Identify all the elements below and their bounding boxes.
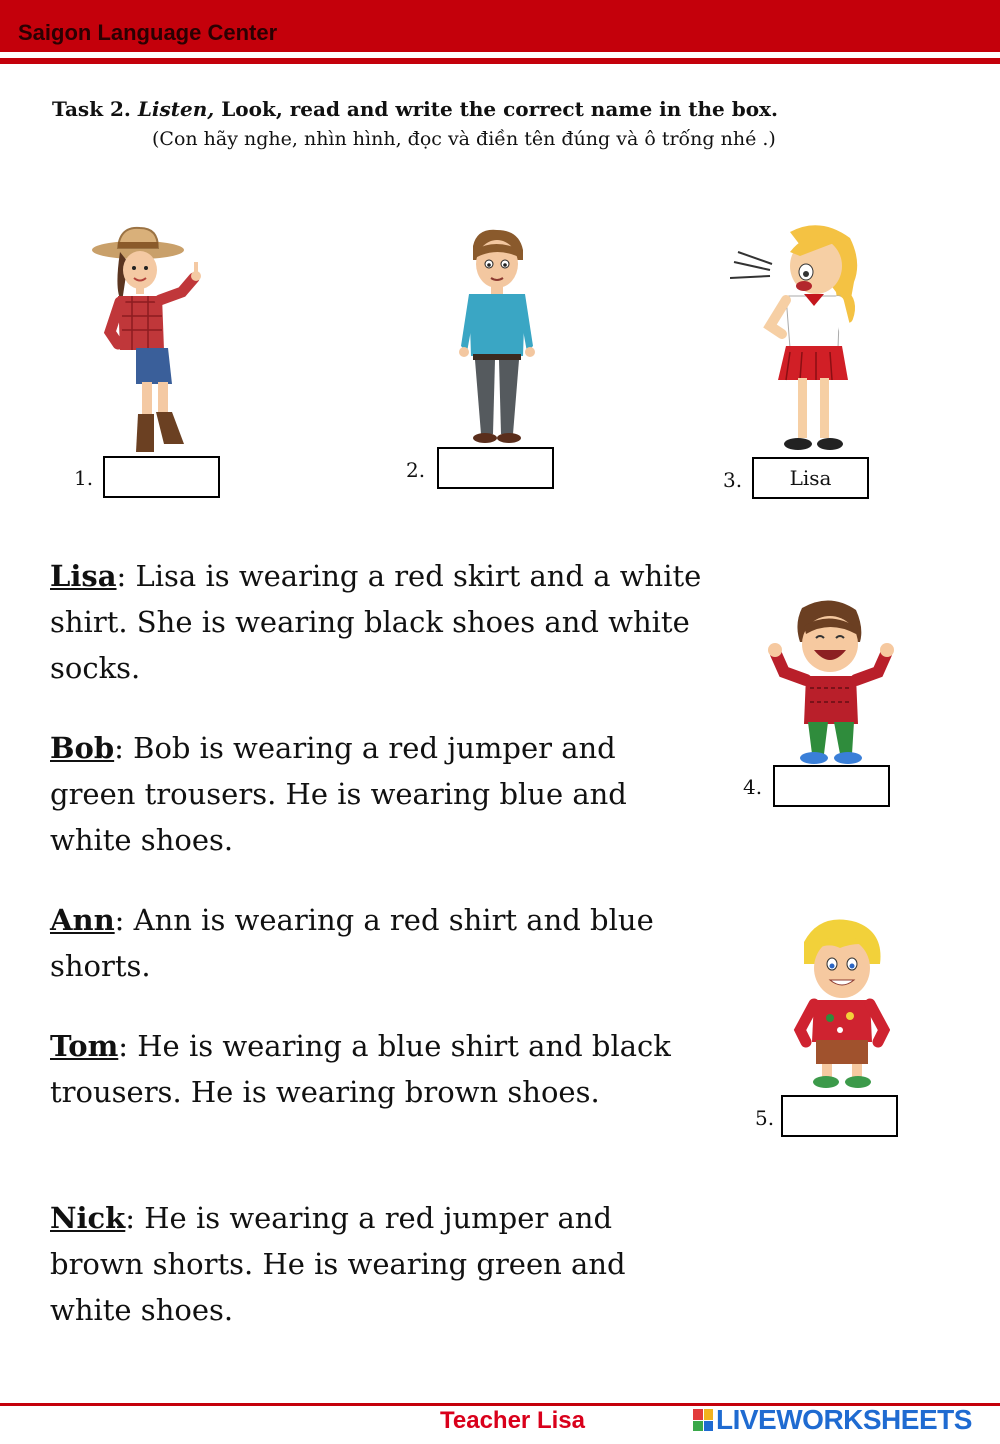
task-listen: Listen, xyxy=(137,97,215,121)
school-name: Saigon Language Center xyxy=(18,20,278,45)
task-subtitle: (Con hãy nghe, nhìn hình, đọc và điền tên đúng và ô trống nhé .) xyxy=(152,128,776,150)
description-nick xyxy=(50,1195,710,1333)
answer-box-1[interactable] xyxy=(103,456,220,498)
name-ann: Ann xyxy=(50,903,115,937)
description-ann-text: : Ann is wearing a red shirt and blue shorts. xyxy=(50,903,654,983)
description-lisa-text: : Lisa is wearing a red skirt and a white shirt. She is wearing black shoes and white socks. xyxy=(50,559,702,685)
liveworksheets-mark-icon xyxy=(693,1409,713,1431)
teacher-name: Teacher Lisa xyxy=(440,1407,585,1434)
liveworksheets-brand: LIVEWORKSHEETS xyxy=(716,1404,972,1435)
cowgirl-figure xyxy=(92,222,202,454)
name-lisa: Lisa xyxy=(50,559,117,593)
description-nick-text: : He is wearing a red jumper and brown shorts. He is wearing green and white shoes. xyxy=(50,1201,626,1327)
blond-boy-shorts-figure xyxy=(790,918,890,1094)
name-nick: Nick xyxy=(50,1201,126,1235)
boy-red-jumper-figure xyxy=(766,598,896,766)
figure-number-4: 4. xyxy=(743,775,763,799)
liveworksheets-logo xyxy=(693,1404,972,1436)
description-tom xyxy=(50,1023,710,1115)
answer-box-2[interactable] xyxy=(437,447,554,489)
name-bob: Bob xyxy=(50,731,115,765)
description-ann xyxy=(50,897,710,989)
girl-red-skirt-figure xyxy=(730,222,870,458)
figure-number-2: 2. xyxy=(406,458,426,482)
boy-blue-shirt-figure xyxy=(455,228,535,448)
description-bob-text: : Bob is wearing a red jumper and green trousers. He is wearing blue and white shoes. xyxy=(50,731,627,857)
task-instruction: Look, read and write the correct name in the box. xyxy=(221,97,778,121)
header-divider xyxy=(0,58,1000,64)
description-lisa xyxy=(50,553,710,691)
answer-box-3[interactable]: Lisa xyxy=(752,457,869,499)
task-label: Task 2. xyxy=(52,97,131,121)
figure-number-1: 1. xyxy=(74,466,94,490)
figure-number-5: 5. xyxy=(755,1106,775,1130)
answer-box-4[interactable] xyxy=(773,765,890,807)
description-tom-text: : He is wearing a blue shirt and black trousers. He is wearing brown shoes. xyxy=(50,1029,671,1109)
task-title xyxy=(52,97,778,121)
description-bob xyxy=(50,725,710,863)
answer-box-5[interactable] xyxy=(781,1095,898,1137)
name-tom: Tom xyxy=(50,1029,119,1063)
figure-number-3: 3. xyxy=(723,468,743,492)
